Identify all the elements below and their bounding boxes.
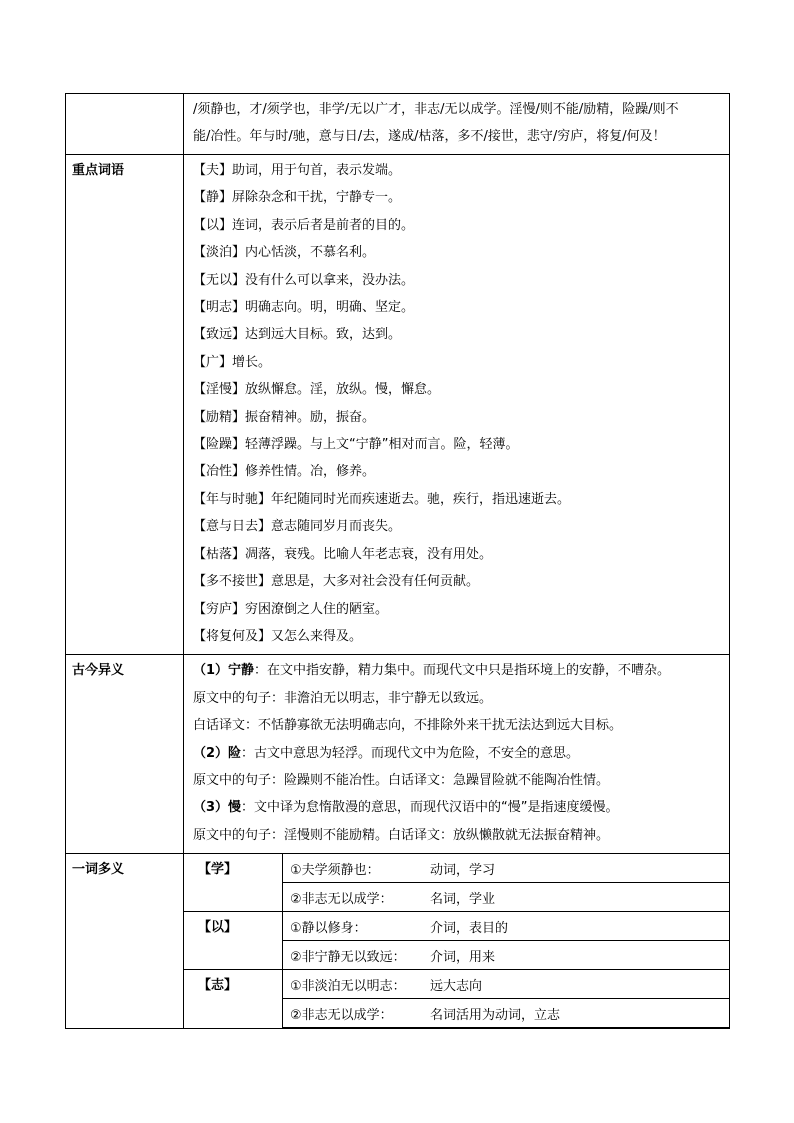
ancient-modern-label: 古今异义 (66, 655, 184, 854)
polysemy-row (66, 854, 730, 1029)
keyword-item: 【淫慢】放纵懈怠。淫，放纵。慢，懈怠。 (193, 382, 441, 398)
intro-row (66, 94, 730, 155)
polysemy-rows (283, 912, 730, 970)
keyword-item: 【无以】没有什么可以拿来，没办法。 (193, 272, 415, 288)
keyword-item: 【致远】达到远大目标。致，达到。 (193, 327, 402, 343)
keyword-item: 【将复何及】又怎么来得及。 (193, 628, 363, 644)
usage-example: ①静以修身： (290, 920, 367, 936)
entry-source-line: 原文中的句子：险躁则不能冶性。白话译文：急躁冒险就不能陶冶性情。 (193, 772, 610, 788)
polysemy-usage (283, 883, 729, 911)
entry-text: ：在文中指安静，精力集中。而现代文中只是指环境上的安静，不嘈杂。 (254, 663, 671, 679)
keyword-item: 【多不接世】意思是，大多对社会没有任何贡献。 (193, 574, 480, 590)
ancient-modern-content (184, 655, 730, 854)
entry-source-line: 原文中的句子：非澹泊无以明志，非宁静无以致远。 (193, 690, 493, 706)
keyword-item: 【以】连词，表示后者是前者的目的。 (193, 217, 415, 233)
keywords-row (66, 155, 730, 655)
intro-line: /须静也，才/须学也，非学/无以广才，非志/无以成学。淫慢/则不能/励精，险躁/则不 (193, 102, 679, 117)
notes-table (65, 93, 730, 1029)
usage-meaning: 介词，表目的 (430, 920, 509, 936)
entry-text: ：古文中意思为轻浮。而现代文中为危险，不安全的意思。 (241, 745, 580, 761)
meaning-entry (193, 794, 723, 821)
usage-example: ②非志无以成学： (290, 1007, 393, 1023)
polysemy-rows (283, 970, 730, 1029)
keyword-item: 【淡泊】内心恬淡，不慕名利。 (193, 245, 376, 261)
keyword-item: 【枯落】凋落，衰残。比喻人年老志衰，没有用处。 (193, 546, 493, 562)
intro-line: 能/冶性。年与时/驰，意与日/去，遂成/枯落，多不/接世，悲守/穷庐，将复/何及！ (193, 129, 666, 144)
polysemy-table (184, 854, 729, 1028)
usage-meaning: 名词活用为动词，立志 (430, 1007, 561, 1023)
keyword-item: 【年与时驰】年纪随同时光而疾速逝去。驰，疾行，指迅速逝去。 (193, 491, 571, 507)
meaning-entry (193, 740, 723, 767)
polysemy-word: 【学】 (184, 854, 283, 912)
polysemy-group (184, 912, 729, 970)
keywords-label: 重点词语 (66, 155, 184, 655)
usage-meaning: 名词，学业 (430, 891, 496, 907)
ancient-modern-row (66, 655, 730, 854)
entry-text: ：文中译为怠惰散漫的意思，而现代汉语中的“慢”是指速度缓慢。 (241, 800, 619, 816)
usage-example: ②非志无以成学： (290, 891, 393, 907)
polysemy-rows (283, 854, 730, 912)
polysemy-usage (283, 970, 729, 999)
keyword-item: 【明志】明确志向。明，明确、坚定。 (193, 300, 415, 316)
usage-example: ①夫学须静也： (290, 862, 380, 878)
polysemy-word: 【志】 (184, 970, 283, 1029)
polysemy-group (184, 970, 729, 1029)
usage-meaning: 动词，学习 (430, 862, 496, 878)
entry-head: （2）险 (193, 745, 242, 761)
document-page (65, 93, 730, 1029)
polysemy-content (184, 854, 730, 1029)
entry-translation-line: 白话译文：不恬静寡欲无法明确志向，不排除外来干扰无法达到远大目标。 (193, 718, 623, 734)
meaning-entry (193, 657, 723, 684)
intro-content-cell (184, 94, 730, 155)
keyword-item: 【励精】振奋精神。励，振奋。 (193, 409, 376, 425)
usage-example: ①非淡泊无以明志： (290, 978, 406, 994)
polysemy-usage (283, 912, 729, 941)
entry-head: （1）宁静 (193, 663, 255, 679)
keyword-item: 【夫】助词，用于句首，表示发端。 (193, 163, 402, 178)
keyword-item: 【冶性】修养性情。冶，修养。 (193, 464, 376, 480)
usage-meaning: 介词，用来 (430, 949, 496, 965)
usage-example: ②非宁静无以致远： (290, 949, 406, 965)
entry-source-line: 原文中的句子：淫慢则不能励精。白话译文：放纵懒散就无法振奋精神。 (193, 827, 610, 843)
polysemy-usage (283, 999, 729, 1028)
keyword-item: 【穷庐】穷困潦倒之人住的陋室。 (193, 601, 389, 617)
polysemy-label: 一词多义 (66, 854, 184, 1029)
entry-head: （3）慢 (193, 800, 242, 816)
keyword-item: 【广】增长。 (193, 354, 272, 370)
polysemy-usage (283, 854, 729, 883)
keyword-item: 【意与日去】意志随同岁月而丧失。 (193, 519, 402, 535)
intro-label-cell (66, 94, 184, 155)
keyword-item: 【险躁】轻薄浮躁。与上文“宁静”相对而言。险，轻薄。 (193, 437, 519, 453)
keywords-content (184, 155, 730, 655)
polysemy-word: 【以】 (184, 912, 283, 970)
keyword-item: 【静】屏除杂念和干扰，宁静专一。 (193, 190, 402, 206)
polysemy-group (184, 854, 729, 912)
usage-meaning: 远大志向 (430, 978, 483, 994)
polysemy-usage (283, 941, 729, 969)
